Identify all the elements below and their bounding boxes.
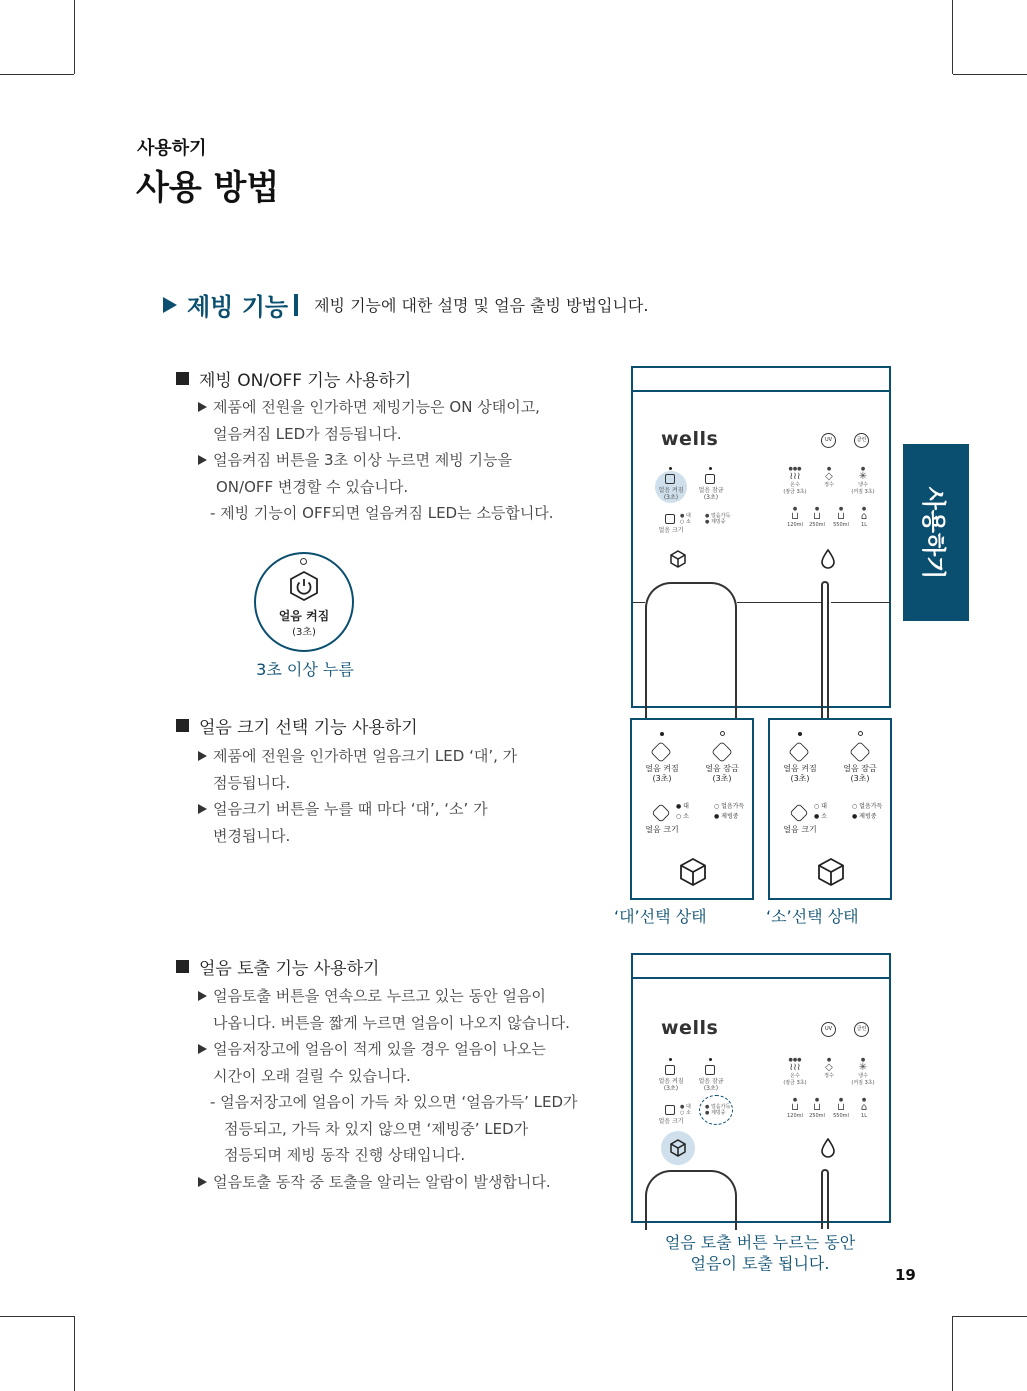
water-outlet (821, 1169, 829, 1229)
ice-size-icon[interactable] (665, 1105, 675, 1115)
note-text: - 얼음저장고에 얼음이 가득 차 있으면 ‘얼음가득’ LED가 (210, 1093, 578, 1111)
cold-water-button[interactable]: ● ✳ 냉수 (꺼짐 3초) (851, 1057, 875, 1086)
list-item: 얼음켜짐 버튼을 3초 이상 누르면 제빙 기능을 (198, 447, 598, 474)
square-bullet-icon (176, 960, 189, 973)
button-caption: 3초 이상 누름 (256, 660, 354, 679)
size-leds: ● 대 ○ 소 (680, 1104, 691, 1116)
cold-water-button[interactable]: ● ✳ 냉수 (꺼짐 3초) (851, 466, 875, 495)
size-leds: ○ 대 ● 소 (814, 803, 827, 820)
section1-bullets (198, 394, 598, 527)
device-panel-top (631, 366, 891, 708)
note-text: - 제빙 기능이 OFF되면 얼음켜짐 LED는 소등합니다. (210, 504, 554, 522)
section-side-tab: 사용하기 (903, 444, 969, 621)
feature-description: 제빙 기능에 대한 설명 및 얼음 출빙 방법입니다. (314, 296, 649, 315)
clean-button[interactable]: 클린 (854, 1022, 869, 1037)
size-panel-large (630, 718, 754, 900)
page-title: 사용 방법 (136, 168, 280, 208)
ice-dispense-icon[interactable] (669, 1139, 687, 1157)
square-bullet-icon (176, 719, 189, 732)
ice-size-label: 얼음 크기 (658, 527, 684, 534)
lock-icon[interactable] (705, 474, 715, 484)
note-text: 점등되고, 가득 차 있지 않으면 ‘제빙중’ LED가 (224, 1119, 529, 1138)
volume-550-button[interactable]: ● ⊔ 550ml (833, 1097, 849, 1119)
size-panel-small (768, 718, 892, 900)
ice-on-label: 얼음 켜짐 (3초) (645, 764, 679, 783)
square-bullet-icon (176, 372, 189, 385)
ice-dispense-icon[interactable] (817, 857, 845, 887)
status-leds: ● 얼음가득 ● 제빙중 (705, 1104, 731, 1116)
volume-550-button[interactable]: ● ⊔ 550ml (833, 506, 849, 528)
panel-divider (831, 602, 891, 603)
list-item-cont: 나옵니다. 버튼을 짧게 누르면 얼음이 나오지 않습니다. (213, 1013, 570, 1032)
hot-water-button[interactable]: ●●● ≀≀≀ 온수 (잠금 3초) (783, 1057, 807, 1086)
button-label: 얼음 켜짐 (278, 609, 330, 623)
volume-1l-button[interactable]: ● ⌂ 1L (860, 506, 868, 528)
ice-dispense-icon[interactable] (679, 857, 707, 887)
brand-logo: wells (661, 1017, 719, 1039)
triangle-icon (198, 991, 207, 1001)
crop-mark (952, 1316, 953, 1391)
size-leds: ● 대 ○ 소 (680, 513, 691, 525)
led-indicator (798, 732, 802, 736)
led-indicator (669, 1058, 672, 1061)
section3-bullets (198, 983, 618, 1195)
led-indicator (300, 558, 307, 565)
lock-icon[interactable] (849, 741, 871, 763)
note-text: 점등되며 제빙 동작 진행 상태입니다. (224, 1146, 466, 1164)
status-leds: ● 얼음가득 ● 제빙중 (705, 513, 731, 525)
list-item: 얼음토출 동작 중 토출을 알리는 알람이 발생합니다. (198, 1169, 618, 1196)
power-icon[interactable] (650, 741, 672, 763)
triangle-icon (198, 1177, 207, 1187)
clean-button[interactable]: 클린 (854, 433, 869, 448)
dispense-caption: 얼음 토출 버튼 누르는 동안 얼음이 토출 됩니다. (664, 1233, 856, 1273)
lock-icon[interactable] (711, 741, 733, 763)
list-item-cont: 변경됩니다. (213, 826, 291, 845)
ice-dispense-icon[interactable] (669, 550, 687, 568)
ice-lock-label: 얼음 잠금 (3초) (698, 1078, 724, 1092)
size-leds: ● 대 ○ 소 (676, 803, 689, 820)
section3-title: 얼음 토출 기능 사용하기 (176, 954, 379, 979)
ice-size-label: 얼음 크기 (783, 825, 817, 834)
brand-logo: wells (661, 428, 719, 450)
water-outlet (821, 581, 829, 721)
triangle-icon (163, 297, 177, 313)
list-item: 얼음토출 버튼을 연속으로 누르고 있는 동안 얼음이 (198, 983, 618, 1010)
triangle-icon (198, 751, 207, 761)
panel-divider (633, 602, 645, 603)
uv-button[interactable]: UV (821, 1022, 836, 1037)
caption-large: ‘대’선택 상태 (614, 907, 707, 926)
list-item-cont: 점등됩니다. (213, 773, 291, 792)
volume-250-button[interactable]: ● ⊔ 250ml (809, 1097, 825, 1119)
volume-250-button[interactable]: ● ⊔ 250ml (809, 506, 825, 528)
status-leds: ○ 얼음가득 ● 제빙중 (852, 803, 883, 820)
list-item-cont: ON/OFF 변경할 수 있습니다. (216, 477, 409, 496)
led-indicator (669, 467, 672, 470)
triangle-icon (198, 402, 207, 412)
list-item-cont: 시간이 오래 걸릴 수 있습니다. (213, 1066, 411, 1085)
led-indicator (709, 1058, 712, 1061)
power-icon[interactable] (665, 1065, 675, 1075)
led-indicator (858, 731, 863, 736)
led-indicator (709, 467, 712, 470)
led-indicator (660, 732, 664, 736)
triangle-icon (198, 455, 207, 465)
ice-size-label: 얼음 크기 (658, 1118, 684, 1125)
power-hex-icon (288, 570, 320, 602)
feature-heading (163, 287, 648, 322)
triangle-icon (198, 804, 207, 814)
list-item: 제품에 전원을 인가하면 제빙기능은 ON 상태이고, (198, 394, 598, 421)
crop-mark (952, 0, 953, 74)
panel-top-strip (633, 390, 889, 392)
crop-mark (74, 1316, 75, 1391)
lock-icon[interactable] (705, 1065, 715, 1075)
feature-name: 제빙 기능 (187, 293, 289, 321)
hot-water-button[interactable]: ●●● ≀≀≀ 온수 (잠금 3초) (783, 466, 807, 495)
panel-top-strip (633, 977, 889, 979)
heading-bar (294, 294, 298, 316)
list-item-cont: 얼음켜짐 LED가 점등됩니다. (213, 424, 402, 443)
water-dispense-icon[interactable] (821, 549, 835, 569)
led-indicator (720, 731, 725, 736)
ice-on-label: 얼음 켜짐 (3초) (783, 764, 817, 783)
ice-size-icon[interactable] (665, 514, 675, 524)
crop-mark (953, 1316, 1027, 1317)
power-icon[interactable] (788, 741, 810, 763)
volume-1l-button[interactable]: ● ⌂ 1L (860, 1097, 868, 1119)
list-item: 얼음저장고에 얼음이 적게 있을 경우 얼음이 나오는 (198, 1036, 618, 1063)
panel-divider (737, 602, 821, 603)
status-leds: ○ 얼음가득 ● 제빙중 (714, 803, 745, 820)
ice-on-label: 얼음 켜짐 (3초) (658, 1078, 684, 1092)
ice-outlet (645, 1170, 737, 1230)
ice-size-button[interactable] (651, 803, 670, 822)
water-dispense-icon[interactable] (821, 1138, 835, 1158)
triangle-icon (198, 1044, 207, 1054)
section1-title: 제빙 ON/OFF 기능 사용하기 (176, 366, 411, 391)
caption-small: ‘소’선택 상태 (766, 907, 859, 926)
section2-bullets (198, 743, 598, 849)
crop-mark (953, 74, 1027, 75)
volume-120-button[interactable]: ● ⊔ 120ml (787, 506, 803, 528)
crop-mark (74, 0, 75, 74)
crop-mark (0, 74, 74, 75)
page-category: 사용하기 (137, 138, 207, 159)
button-sublabel: (3초) (292, 627, 316, 638)
ice-lock-label: 얼음 잠금 (3초) (705, 764, 739, 783)
page-number: 19 (895, 1266, 916, 1284)
ice-outlet (645, 582, 737, 722)
purified-water-button[interactable]: ● ◇ 정수 (824, 466, 834, 488)
uv-button[interactable]: UV (821, 433, 836, 448)
ice-on-label: 얼음 켜짐 (3초) (658, 487, 684, 501)
ice-lock-label: 얼음 잠금 (3초) (698, 487, 724, 501)
list-item: 제품에 전원을 인가하면 얼음크기 LED ‘대’, 가 (198, 743, 598, 770)
power-icon[interactable] (665, 474, 675, 484)
list-item: 얼음크기 버튼을 누를 때 마다 ‘대’, ‘소’ 가 (198, 796, 598, 823)
crop-mark (0, 1316, 74, 1317)
section2-title: 얼음 크기 선택 기능 사용하기 (176, 713, 418, 738)
purified-water-button[interactable]: ● ◇ 정수 (824, 1057, 834, 1079)
ice-size-label: 얼음 크기 (645, 825, 679, 834)
device-panel-bottom (631, 953, 891, 1223)
ice-size-button[interactable] (789, 803, 808, 822)
ice-lock-label: 얼음 잠금 (3초) (843, 764, 877, 783)
volume-120-button[interactable]: ● ⊔ 120ml (787, 1097, 803, 1119)
